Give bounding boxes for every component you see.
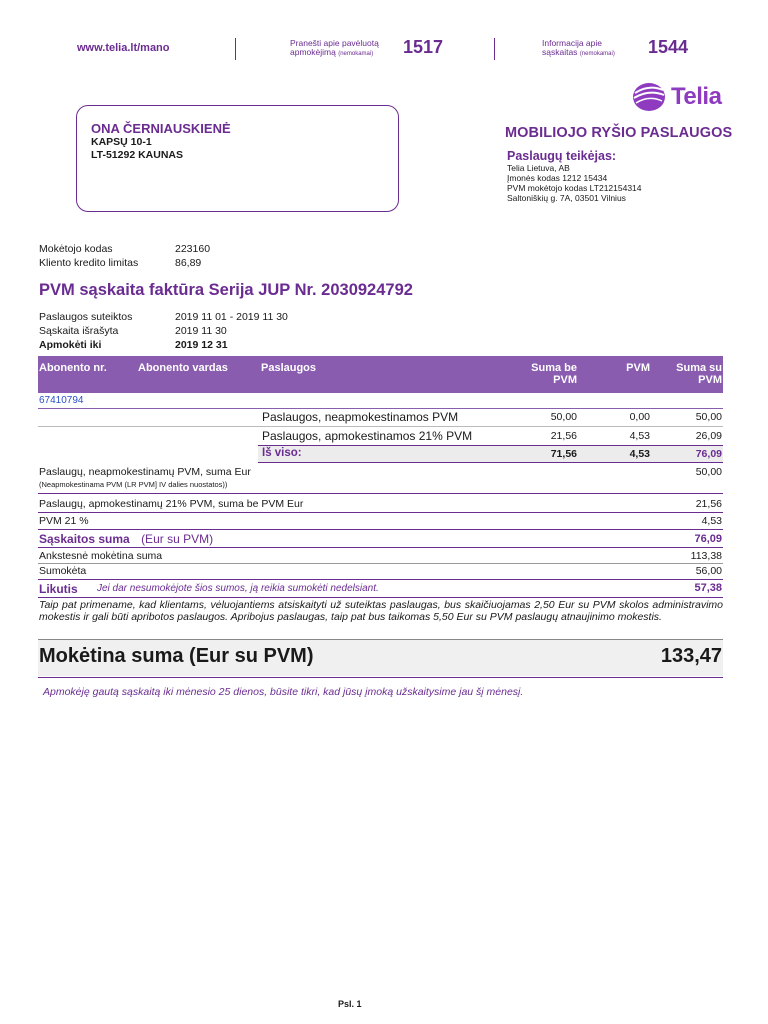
col-sum-excl-line2: PVM (553, 374, 577, 386)
total-incl: 76,09 (695, 448, 722, 460)
service-name: Paslaugos, apmokestinamos 21% PVM (262, 429, 473, 443)
due-date-label: Apmokėti iki (39, 339, 102, 351)
late-payment-reminder: Taip pat primename, kad klientams, vėluojantiems atsiskaityti už suteiktas paslaugas, bus skaičiuojamas 2,50 Eur su PVM skolos administravimo mokestis ir gali būti apribotos paslaugos. Apribojus paslaugas, taip pat bus taikomas 5,50 Eur su PVM paslaugų atnaujinimo mokestis. (39, 599, 723, 623)
header-separator (494, 38, 495, 60)
service-vat: 4,53 (629, 430, 650, 442)
info-phone-number[interactable]: 1544 (648, 37, 689, 57)
provider-line: Saltoniškių g. 7A, 03501 Vilnius (507, 193, 626, 203)
info-line-2: sąskaitas (542, 47, 578, 57)
recipient-address (91, 121, 231, 162)
totals-top-line (258, 445, 723, 446)
balance-value: 57,38 (694, 582, 722, 594)
payable-label: Mokėtina suma (Eur su PVM) (39, 645, 314, 667)
subscriber-number-link[interactable]: 67410794 (39, 395, 84, 406)
nontaxed-note: (Neapmokestinama PVM (LR PVM] IV dalies nuostatos)) (39, 480, 228, 489)
balance-label: Likutis (39, 582, 78, 596)
credit-limit-value: 86,89 (175, 257, 202, 269)
previous-due-value: 113,38 (690, 550, 722, 562)
payer-code-label: Mokėtojo kodas (39, 243, 113, 255)
summary-divider (38, 579, 723, 580)
telia-logo (631, 80, 735, 114)
provider-line: PVM mokėtojo kodas LT212154314 (507, 183, 642, 193)
col-sum-incl-line1: Suma su (676, 362, 722, 374)
telia-logo-text: Telia (671, 83, 722, 110)
report-late-payment-label (290, 39, 400, 59)
vat-label: PVM 21 % (39, 515, 89, 527)
col-services: Paslaugos (261, 362, 317, 374)
info-line-1: Informacija apie (542, 38, 603, 48)
payable-value: 133,47 (660, 645, 722, 667)
col-sum-excl-line1: Suma be (531, 362, 577, 374)
report-free-note: (nemokamai) (338, 51, 374, 57)
recipient-name: ONA ČERNIAUSKIENĖ (91, 121, 231, 136)
payable-bottom-line (38, 677, 723, 678)
service-title: MOBILIOJO RYŠIO PASLAUGOS (505, 125, 733, 141)
recipient-street: KAPSŲ 10-1 (91, 136, 152, 148)
header-website[interactable]: www.telia.lt/mano (77, 42, 170, 54)
totals-row-bg (258, 445, 723, 462)
due-date-value: 2019 12 31 (175, 339, 228, 351)
col-subscriber-name: Abonento vardas (138, 362, 228, 374)
taxed-value: 21,56 (695, 498, 722, 510)
invoice-issued-label: Sąskaita išrašyta (39, 325, 119, 337)
provider-heading: Paslaugų teikėjas: (507, 149, 617, 163)
info-free-note: (nemokamai) (579, 51, 615, 57)
service-excl: 50,00 (550, 411, 577, 423)
summary-divider (38, 493, 723, 494)
telia-pebble-icon (631, 80, 667, 112)
col-sum-incl-line2: PVM (698, 374, 722, 386)
provider-block (507, 149, 642, 203)
total-vat: 4,53 (629, 448, 650, 460)
col-sum-incl-vat (660, 362, 722, 386)
summary-divider (38, 529, 723, 530)
service-incl: 26,09 (695, 430, 722, 442)
credit-limit-label: Kliento kredito limitas (39, 257, 139, 269)
service-incl: 50,00 (695, 411, 722, 423)
taxed-label: Paslaugų, apmokestinamų 21% PVM, suma be PVM Eur (39, 498, 304, 510)
page-number: Psl. 1 (338, 999, 362, 1009)
service-name: Paslaugos, neapmokestinamos PVM (262, 410, 459, 424)
summary-divider (38, 547, 723, 548)
nontaxed-label: Paslaugų, neapmokestinamų PVM, suma Eur (39, 466, 251, 478)
col-sum-excl-vat (510, 362, 577, 386)
paid-value: 56,00 (695, 565, 722, 577)
balance-note: Jei dar nesumokėjote šios sumos, ją reikia sumokėti nedelsiant. (97, 583, 379, 594)
summary-divider (38, 512, 723, 513)
paid-label: Sumokėta (39, 565, 87, 577)
col-vat: PVM (626, 362, 650, 374)
report-phone-number[interactable]: 1517 (403, 37, 444, 57)
header-separator (235, 38, 236, 60)
recipient-city: LT-51292 KAUNAS (91, 149, 183, 161)
report-line-2: apmokėjimą (290, 47, 336, 57)
invoice-title: PVM sąskaita faktūra Serija JUP Nr. 2030924792 (39, 281, 413, 299)
previous-due-label: Ankstesnė mokėtina suma (39, 550, 163, 562)
summary-divider (38, 597, 723, 598)
totals-label: Iš viso: (262, 447, 302, 459)
invoice-issued-value: 2019 11 30 (175, 325, 227, 337)
payment-footer-note: Apmokėję gautą sąskaitą iki mėnesio 25 dienos, būsite tikri, kad jūsų įmoką užskaitysime jau šį mėnesį. (43, 686, 524, 698)
services-provided-value: 2019 11 01 - 2019 11 30 (175, 311, 288, 323)
totals-bottom-line (258, 462, 723, 463)
subscriber-divider (38, 408, 723, 409)
col-subscriber-nr: Abonento nr. (39, 362, 107, 374)
report-line-1: Pranešti apie pavėluotą (290, 38, 379, 48)
vat-value: 4,53 (701, 515, 722, 527)
invoice-sum-value: 76,09 (694, 533, 722, 545)
invoice-info-label (542, 39, 642, 59)
invoice-sum-note: (Eur su PVM) (141, 532, 214, 546)
nontaxed-value: 50,00 (695, 466, 722, 478)
services-provided-label: Paslaugos suteiktos (39, 311, 133, 323)
invoice-sum-label (39, 532, 213, 546)
service-vat: 0,00 (629, 411, 650, 423)
summary-divider (38, 563, 723, 564)
provider-line: Telia Lietuva, AB (507, 163, 570, 173)
invoice-sum-title: Sąskaitos suma (39, 532, 130, 546)
total-excl: 71,56 (550, 448, 577, 460)
row-divider (38, 426, 723, 427)
payer-code-value: 223160 (175, 243, 211, 255)
provider-line: Įmonės kodas 1212 15434 (507, 173, 608, 183)
service-excl: 21,56 (550, 430, 577, 442)
